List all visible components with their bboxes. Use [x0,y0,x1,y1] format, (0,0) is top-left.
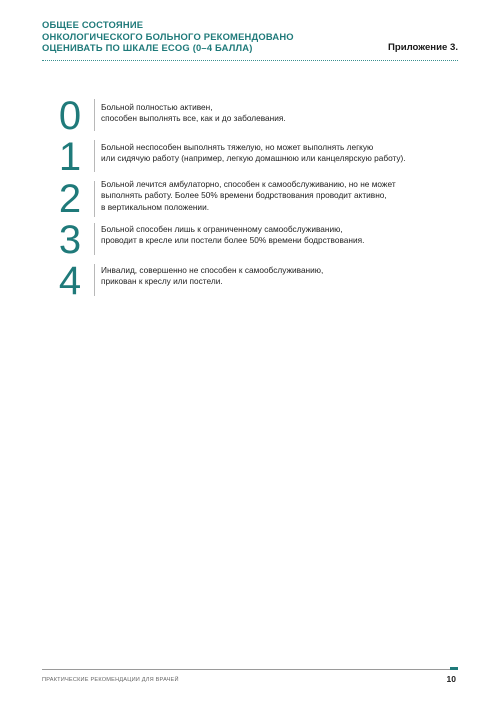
row-separator [94,264,95,296]
description-line: прикован к креслу или постели. [101,276,223,287]
description-line: в вертикальном положении. [101,201,210,212]
ecog-score: 2 [58,177,82,221]
description-line: Больной полностью активен, [101,102,213,112]
ecog-description [101,142,461,165]
header-divider [42,60,458,61]
description-line: или сидячую работу (например, легкую домашнюю или канцелярскую работу). [101,153,406,164]
description-line: Больной способен лишь к ограниченному самообслуживанию, [101,224,343,234]
ecog-score: 4 [58,259,82,303]
page-number: 10 [446,674,456,684]
appendix-label: Приложение 3. [387,42,458,53]
ecog-score: 0 [58,94,82,138]
row-separator [94,181,95,217]
ecog-score: 3 [58,218,82,262]
row-separator [94,223,95,255]
row-separator [94,140,95,172]
description-line: способен выполнять все, как и до заболевания. [101,113,286,124]
title-line: ОБЩЕЕ СОСТОЯНИЕ [42,19,144,30]
description-line: Инвалид, совершенно не способен к самообслуживанию, [101,265,324,275]
description-line: Больной лечится амбулаторно, способен к самообслуживанию, но не может [101,179,396,189]
title-line: ОЦЕНИВАТЬ ПО ШКАЛЕ ECOG (0–4 БАЛЛА) [42,42,253,53]
description-line: выполнять работу. Более 50% времени бодрствования проводит активно, [101,190,387,201]
ecog-description [101,224,461,247]
ecog-description [101,265,461,288]
ecog-description [101,102,461,125]
description-line: проводит в кресле или постели более 50% времени бодрствования. [101,235,365,246]
footer-divider [42,669,458,670]
document-title [42,19,382,54]
ecog-score: 1 [58,135,82,179]
row-separator [94,99,95,131]
ecog-description [101,179,461,213]
description-line: Больной неспособен выполнять тяжелую, но может выполнять легкую [101,142,374,152]
footer-accent-mark [450,667,458,670]
title-line: ОНКОЛОГИЧЕСКОГО БОЛЬНОГО РЕКОМЕНДОВАНО [42,30,294,42]
footer-label: ПРАКТИЧЕСКИЕ РЕКОМЕНДАЦИИ ДЛЯ ВРАЧЕЙ [42,677,179,683]
